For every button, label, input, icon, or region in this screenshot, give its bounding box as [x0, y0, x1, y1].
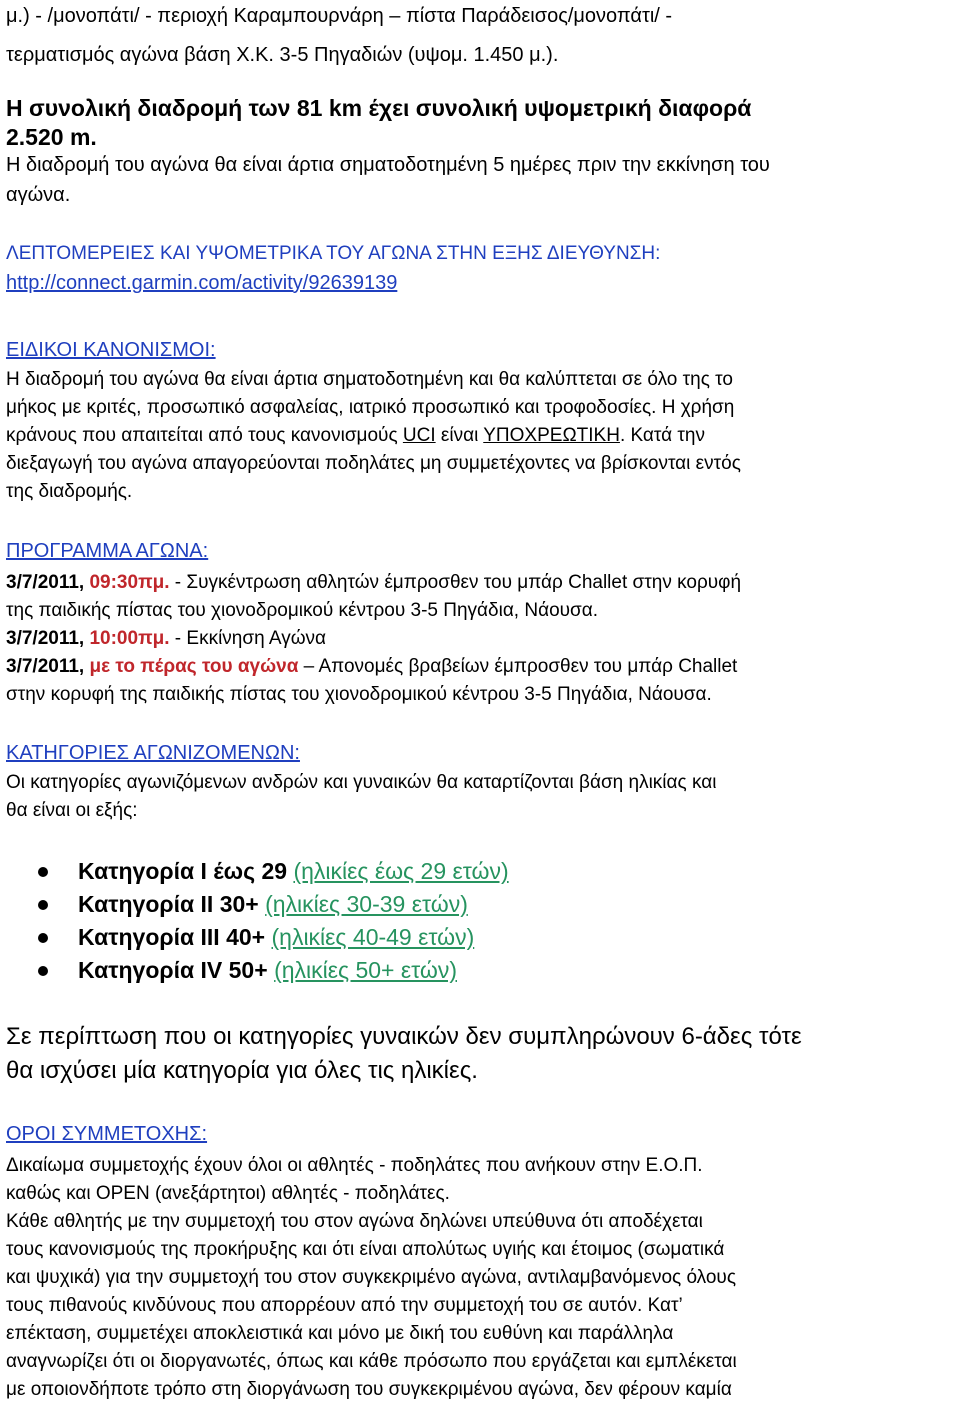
bullet-icon	[38, 900, 48, 910]
garmin-link[interactable]: http://connect.garmin.com/activity/92639139	[6, 272, 398, 294]
rules-text-line: μήκος με κριτές, προσωπικό ασφαλείας, ιατρικό προσωπικό και τροφοδοσίες. Η χρήση	[6, 397, 735, 418]
women-category-note: θα ισχύσει μία κατηγορία για όλες τις ηλικίες.	[6, 1057, 478, 1084]
women-category-note: Σε περίπτωση που οι κατηγορίες γυναικών δεν συμπληρώνουν 6-άδες τότε	[6, 1023, 802, 1050]
terms-text-line: με οποιονδήποτε τρόπο στη διοργάνωση του συγκεκριμένου αγώνα, δεν φέρουν καμία	[6, 1379, 732, 1400]
rules-text: . Κατά την	[619, 425, 705, 446]
category-name: Κατηγορία IV 50+	[78, 957, 275, 983]
program-text: - Συγκέντρωση αθλητών έμπροσθεν του μπάρ Challet στην κορυφή	[169, 572, 742, 593]
category-item	[78, 891, 468, 918]
category-ages: (ηλικίες 30-39 ετών)	[265, 891, 468, 917]
program-entry-1-cont: της παιδικής πίστας του χιονοδρομικού κέντρου 3-5 Πηγάδια, Νάουσα.	[6, 600, 599, 621]
terms-text-line: τους κανονισμούς της προκήρυξης και ότι είναι απολύτως υγιής και έτοιμος (σωματικά	[6, 1239, 725, 1260]
category-name: Κατηγορία ΙΙ 30+	[78, 891, 266, 917]
marking-text-line: Η διαδρομή του αγώνα θα είναι άρτια σηματοδοτημένη 5 ημέρες πριν την εκκίνηση του	[6, 154, 770, 176]
terms-text-line: τους πιθανούς κινδύνους που απορρέουν από την συμμετοχή του σε αυτόν. Κατ’	[6, 1295, 683, 1316]
category-name: Κατηγορία Ι έως 29	[78, 858, 294, 884]
terms-text-line: αναγνωρίζει ότι οι διοργανωτές, όπως και κάθε πρόσωπο που εργάζεται και εμπλέκεται	[6, 1351, 737, 1372]
category-ages: (ηλικίες έως 29 ετών)	[293, 858, 509, 884]
program-entry-1	[6, 572, 741, 594]
terms-text-line: Κάθε αθλητής με την συμμετοχή του στον αγώνα δηλώνει υπεύθυνα ότι αποδέχεται	[6, 1211, 703, 1232]
program-time: 10:00πμ.	[89, 628, 170, 649]
rules-text-line: της διαδρομής.	[6, 481, 133, 502]
categories-intro: Οι κατηγορίες αγωνιζόμενων ανδρών και γυναικών θα καταρτίζονται βάση ηλικίας και	[6, 772, 717, 793]
total-distance-line: Η συνολική διαδρομή των 81 km έχει συνολική υψομετρική διαφορά	[6, 95, 752, 121]
rules-text-line: διεξαγωγή του αγώνα απαγορεύονται ποδηλάτες μη συμμετέχοντες να βρίσκονται εντός	[6, 453, 741, 474]
route-text-line: τερματισμός αγώνα βάση Χ.Κ. 3-5 Πηγαδιών (υψομ. 1.450 μ.).	[6, 44, 559, 66]
total-distance-line: 2.520 m.	[6, 124, 97, 150]
rules-text: κράνους που απαιτείται από τους κανονισμούς	[6, 425, 403, 446]
terms-text-line: και ψυχικά) για την συμμετοχή του στον συγκεκριμένο αγώνα, αντιλαμβανόμενος όλους	[6, 1267, 736, 1288]
program-text: – Απονομές βραβείων έμπροσθεν του μπάρ Challet	[298, 656, 738, 677]
categories-intro: θα είναι οι εξής:	[6, 800, 138, 821]
marking-text-line: αγώνα.	[6, 184, 71, 206]
details-heading: ΛΕΠΤΟΜΕΡΕΙΕΣ ΚΑΙ ΥΨΟΜΕΤΡΙΚΑ ΤΟΥ ΑΓΩΝΑ ΣΤΗΝ ΕΞΗΣ ΔΙΕΥΘΥΝΣΗ:	[6, 243, 661, 264]
category-item	[78, 957, 457, 984]
category-ages: (ηλικίες 40-49 ετών)	[271, 924, 475, 950]
program-entry-2	[6, 628, 326, 650]
categories-heading: ΚΑΤΗΓΟΡΙΕΣ ΑΓΩΝΙΖΟΜΕΝΩΝ:	[6, 742, 300, 764]
program-heading: ΠΡΟΓΡΑΜΜΑ ΑΓΩΝΑ:	[6, 540, 209, 562]
rules-text-line: Η διαδρομή του αγώνα θα είναι άρτια σηματοδοτημένη και θα καλύπτεται σε όλο της το	[6, 369, 733, 390]
category-item	[78, 924, 474, 951]
category-name: Κατηγορία ΙΙΙ 40+	[78, 924, 272, 950]
mandatory-text: ΥΠΟΧΡΕΩΤΙΚΗ	[483, 425, 620, 446]
program-entry-3	[6, 656, 737, 678]
terms-text-line: καθώς και OPEN (ανεξάρτητοι) αθλητές - ποδηλάτες.	[6, 1183, 450, 1204]
uci-text: UCI	[402, 425, 436, 446]
program-date: 3/7/2011,	[6, 628, 90, 649]
special-rules-heading: ΕΙΔΙΚΟΙ ΚΑΝΟΝΙΣΜΟΙ:	[6, 339, 216, 361]
rules-text: είναι	[435, 425, 484, 446]
program-date: 3/7/2011,	[6, 656, 90, 677]
bullet-icon	[38, 966, 48, 976]
terms-heading: ΟΡΟΙ ΣΥΜΜΕΤΟΧΗΣ:	[6, 1123, 208, 1145]
program-time: με το πέρας του αγώνα	[89, 656, 299, 677]
program-date: 3/7/2011,	[6, 572, 90, 593]
bullet-icon	[38, 867, 48, 877]
rules-text-line	[6, 425, 705, 447]
terms-text-line: Δικαίωμα συμμετοχής έχουν όλοι οι αθλητές - ποδηλάτες που ανήκουν στην Ε.Ο.Π.	[6, 1155, 703, 1176]
route-text-line: μ.) - /μονοπάτι/ - περιοχή Καραμπουρνάρη – πίστα Παράδεισος/μονοπάτι/ -	[6, 5, 673, 27]
bullet-icon	[38, 933, 48, 943]
category-ages: (ηλικίες 50+ ετών)	[274, 957, 457, 983]
category-item	[78, 858, 509, 885]
program-time: 09:30πμ.	[89, 572, 170, 593]
program-text: - Εκκίνηση Αγώνα	[169, 628, 327, 649]
program-entry-3-cont: στην κορυφή της παιδικής πίστας του χιονοδρομικού κέντρου 3-5 Πηγάδια, Νάουσα.	[6, 684, 712, 705]
terms-text-line: επέκταση, συμμετέχει αποκλειστικά και μόνο με δική του ευθύνη και παράλληλα	[6, 1323, 674, 1344]
